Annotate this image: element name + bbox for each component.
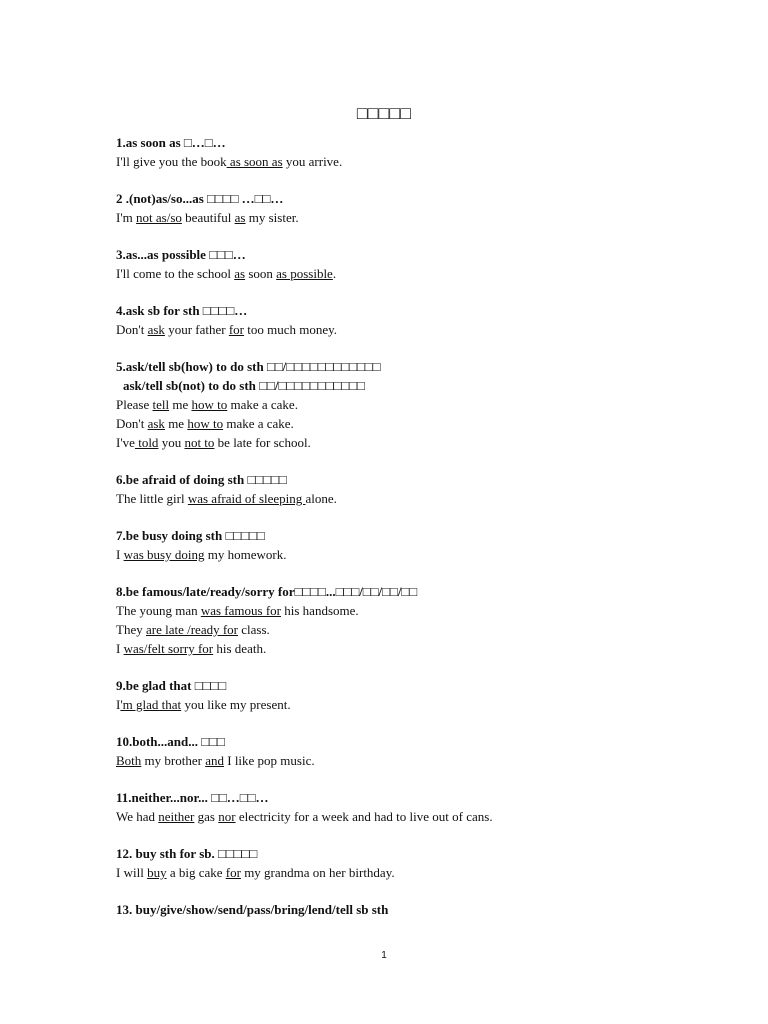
sentence-text: my homework. (204, 547, 287, 562)
phrase-entry (116, 732, 676, 770)
underlined-phrase: nor (218, 809, 236, 824)
underlined-phrase: not to (184, 435, 215, 450)
sentence-text: his handsome. (281, 603, 359, 618)
underlined-phrase: Both (116, 753, 142, 768)
underlined-phrase: 'm glad that (120, 697, 182, 712)
sentence-text: Please (116, 397, 153, 412)
phrase-entry (116, 301, 676, 339)
example-sentence (116, 489, 676, 508)
underlined-phrase: as (234, 266, 246, 281)
example-sentence (116, 807, 676, 826)
sentence-text: Don't (116, 416, 148, 431)
sentence-text: his death. (213, 641, 267, 656)
sentence-text: I will (116, 865, 148, 880)
underlined-phrase: neither (158, 809, 195, 824)
phrase-heading: 9.be glad that □□□□ (116, 678, 227, 693)
underlined-phrase: how to (187, 416, 224, 431)
sentence-text: gas (194, 809, 219, 824)
sentence-text: They (116, 622, 146, 637)
phrase-heading: 12. buy sth for sb. □□□□□ (116, 846, 258, 861)
sentence-text: beautiful (181, 210, 235, 225)
sentence-text: I'll come to the school (116, 266, 235, 281)
sentence-text: me (169, 397, 192, 412)
phrase-heading: 11.neither...nor... □□…□□… (116, 790, 269, 805)
phrase-entry (116, 357, 676, 452)
phrase-entry (116, 245, 676, 283)
underlined-phrase: was busy doing (123, 547, 205, 562)
phrase-heading: 4.ask sb for sth □□□□… (116, 303, 248, 318)
phrase-list (116, 133, 676, 937)
sentence-text: I (116, 641, 124, 656)
sentence-text: make a cake. (227, 397, 298, 412)
phrase-heading: 10.both...and... □□□ (116, 734, 225, 749)
sentence-text: me (164, 416, 188, 431)
example-sentence (116, 601, 676, 620)
phrase-heading: ask/tell sb(not) to do sth □□/□□□□□□□□□□□ (123, 378, 365, 393)
page-title: □□□□□ (356, 103, 412, 123)
example-sentence (116, 414, 676, 433)
phrase-heading: 2 .(not)as/so...as □□□□ …□□… (116, 191, 284, 206)
underlined-phrase: ask (147, 416, 165, 431)
underlined-phrase: not as/so (136, 210, 182, 225)
underlined-phrase: was/felt sorry for (123, 641, 214, 656)
example-sentence (116, 545, 676, 564)
example-sentence (116, 320, 676, 339)
underlined-phrase: as possible (276, 266, 333, 281)
example-sentence (116, 695, 676, 714)
example-sentence (116, 620, 676, 639)
page-number: 1 (381, 950, 387, 961)
underlined-phrase: as soon as (226, 154, 283, 169)
sentence-text: be late for school. (214, 435, 311, 450)
sentence-text: class. (238, 622, 270, 637)
underlined-phrase: ask (147, 322, 165, 337)
sentence-text: make a cake. (223, 416, 294, 431)
sentence-text: you (158, 435, 185, 450)
phrase-entry (116, 676, 676, 714)
phrase-heading: 7.be busy doing sth □□□□□ (116, 528, 265, 543)
sentence-text: I like pop music. (223, 753, 315, 768)
example-sentence (116, 639, 676, 658)
example-sentence (116, 751, 676, 770)
sentence-text: you like my present. (181, 697, 291, 712)
underlined-phrase: and (205, 753, 224, 768)
example-sentence (116, 433, 676, 452)
example-sentence (116, 152, 676, 171)
sentence-text: The little girl (116, 491, 188, 506)
sentence-text: I've (116, 435, 135, 450)
sentence-text: you arrive. (282, 154, 343, 169)
phrase-entry (116, 526, 676, 564)
sentence-text: The young man (116, 603, 201, 618)
phrase-heading: 13. buy/give/show/send/pass/bring/lend/tell sb sth (116, 902, 389, 917)
sentence-text: Don't (116, 322, 148, 337)
sentence-text: I'll give you the book (116, 154, 227, 169)
underlined-phrase: buy (147, 865, 167, 880)
phrase-heading: 3.as...as possible □□□… (116, 247, 246, 262)
underlined-phrase: how to (191, 397, 228, 412)
sentence-text: I (116, 697, 121, 712)
underlined-phrase: tell (152, 397, 170, 412)
phrase-heading: 1.as soon as □…□… (116, 135, 226, 150)
example-sentence (116, 395, 676, 414)
underlined-phrase: for (225, 865, 241, 880)
phrase-entry (116, 844, 676, 882)
phrase-heading: 5.ask/tell sb(how) to do sth □□/□□□□□□□□□□□□ (116, 359, 381, 374)
sentence-text: I (116, 547, 124, 562)
underlined-phrase: was famous for (200, 603, 281, 618)
phrase-entry (116, 582, 676, 658)
phrase-heading: 8.be famous/late/ready/sorry for□□□□...□□□/□□/□□/□□ (116, 584, 418, 599)
phrase-entry (116, 133, 676, 171)
example-sentence (116, 863, 676, 882)
phrase-heading: 6.be afraid of doing sth □□□□□ (116, 472, 287, 487)
sentence-text: soon (245, 266, 277, 281)
sentence-text: my sister. (245, 210, 299, 225)
sentence-text: We had (116, 809, 159, 824)
phrase-entry (116, 900, 676, 919)
underlined-phrase: was afraid of sleeping (187, 491, 306, 506)
sentence-text: my grandma on her birthday. (240, 865, 395, 880)
example-sentence (116, 208, 676, 227)
sentence-text: I'm (116, 210, 137, 225)
sentence-text: electricity for a week and had to live out of cans. (235, 809, 493, 824)
phrase-entry (116, 788, 676, 826)
phrase-entry (116, 470, 676, 508)
example-sentence (116, 264, 676, 283)
sentence-text: your father (164, 322, 229, 337)
sentence-text: my brother (141, 753, 206, 768)
sentence-text: . (332, 266, 337, 281)
sentence-text: a big cake (166, 865, 226, 880)
underlined-phrase: are late /ready for (145, 622, 238, 637)
underlined-phrase: told (134, 435, 159, 450)
underlined-phrase: for (228, 322, 244, 337)
underlined-phrase: as (234, 210, 246, 225)
sentence-text: too much money. (244, 322, 338, 337)
phrase-entry (116, 189, 676, 227)
sentence-text: alone. (305, 491, 337, 506)
